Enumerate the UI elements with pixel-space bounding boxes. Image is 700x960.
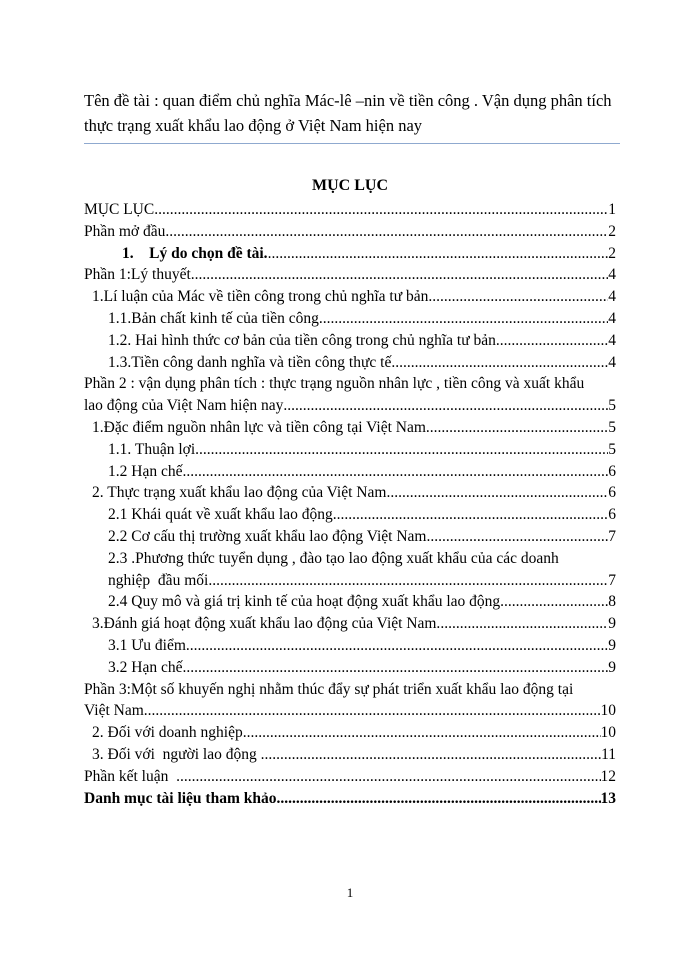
header-divider xyxy=(84,143,620,144)
page-number: 1 xyxy=(346,885,354,900)
toc-entry-label: 1.1.Bản chất kinh tế của tiền công xyxy=(108,309,319,327)
dot-leader xyxy=(386,482,608,504)
toc-entry[interactable] xyxy=(84,504,616,526)
dot-leader xyxy=(264,744,601,766)
toc-heading: MỤC LỤC xyxy=(312,177,388,194)
toc-entry-label: 1.2. Hai hình thức cơ bản của tiền công trong chủ nghĩa tư bản xyxy=(108,331,496,349)
dot-leader xyxy=(268,243,609,265)
dot-leader xyxy=(190,635,608,657)
dot-leader xyxy=(191,264,608,286)
toc-entry-label-line1: Phần 3:Một số khuyến nghị nhằm thúc đẩy sự phát triển xuất khẩu lao động tại xyxy=(84,680,574,698)
table-of-contents xyxy=(84,199,616,809)
toc-entry-label: 1.3.Tiền công danh nghĩa và tiền công thực tế xyxy=(108,353,392,371)
dot-leader xyxy=(195,439,608,461)
dot-leader xyxy=(208,570,608,592)
toc-entry-label: Phần 1:Lý thuyết xyxy=(84,266,191,284)
dot-leader xyxy=(154,199,608,221)
toc-entry[interactable] xyxy=(84,352,616,374)
toc-entry[interactable] xyxy=(84,635,616,657)
dot-leader xyxy=(277,788,601,810)
toc-entry[interactable] xyxy=(84,330,616,352)
toc-entry-label-line2: nghiệp đầu mối xyxy=(108,571,209,589)
toc-entry[interactable] xyxy=(84,461,616,483)
topic-title: Tên đề tài : quan điểm chủ nghĩa Mác-lê –nin về tiền công . Vận dụng phân tích thực trạng xuất khẩu lao động ở Việt Nam hiện nay xyxy=(84,91,612,135)
toc-entry[interactable] xyxy=(84,264,616,286)
dot-leader xyxy=(440,613,608,635)
toc-entry-page: 10 xyxy=(600,702,616,720)
dot-leader xyxy=(182,657,608,679)
toc-entry-label: 1.2 Hạn chế xyxy=(108,462,183,480)
dot-leader xyxy=(500,591,608,613)
dot-leader xyxy=(426,526,608,548)
dot-leader xyxy=(182,461,608,483)
toc-entry-label: Phần kết luận . xyxy=(84,767,180,785)
dot-leader xyxy=(180,766,601,788)
toc-entry-label: Danh mục tài liệu tham khảo xyxy=(84,789,277,807)
toc-entry-page: 2 xyxy=(608,222,616,240)
toc-entry-label: 2.4 Quy mô và giá trị kinh tế của hoạt động xuất khẩu lao động xyxy=(108,593,501,611)
toc-entry-page: 5 xyxy=(608,418,616,436)
toc-entry-label-line2: lao động của Việt Nam hiện nay xyxy=(84,397,284,415)
dot-leader xyxy=(319,308,608,330)
toc-entry-page: 2 xyxy=(608,244,616,262)
toc-entry-page: 8 xyxy=(608,593,616,611)
toc-entry-page: 11 xyxy=(601,745,616,763)
toc-entry-label: 1.Đặc điểm nguồn nhân lực và tiền công tại Việt Nam. xyxy=(92,418,430,436)
toc-entry-page: 9 xyxy=(608,615,616,633)
toc-entry-page: 6 xyxy=(608,484,616,502)
toc-entry[interactable] xyxy=(84,482,616,504)
toc-entry-label: 1.1. Thuận lợi xyxy=(108,440,196,458)
toc-entry[interactable] xyxy=(84,221,616,243)
toc-entry-label: 3.Đánh giá hoạt động xuất khẩu lao động của Việt Nam. xyxy=(92,615,441,633)
dot-leader xyxy=(165,221,608,243)
toc-entry-page: 7 xyxy=(608,527,616,545)
toc-entry-page: 6 xyxy=(608,462,616,480)
toc-entry[interactable] xyxy=(84,766,616,788)
toc-entry[interactable] xyxy=(84,548,616,592)
toc-entry[interactable] xyxy=(84,679,616,723)
dot-leader xyxy=(333,504,609,526)
toc-entry-label: 3.1 Ưu điểm. xyxy=(108,636,190,654)
toc-entry-label: 2. Đối với doanh nghiệp. xyxy=(92,724,247,742)
toc-entry[interactable] xyxy=(84,308,616,330)
toc-entry[interactable] xyxy=(84,243,616,265)
dot-leader xyxy=(144,700,601,722)
toc-entry[interactable] xyxy=(84,788,616,810)
toc-entry-label: MỤC LỤC xyxy=(84,201,155,218)
toc-entry[interactable] xyxy=(84,439,616,461)
toc-entry[interactable] xyxy=(84,591,616,613)
dot-leader xyxy=(283,395,608,417)
toc-entry[interactable] xyxy=(84,744,616,766)
toc-entry-page: 1 xyxy=(608,201,616,218)
dot-leader xyxy=(247,722,601,744)
toc-entry-label-line2: Việt Nam xyxy=(84,702,144,720)
toc-entry-page: 4 xyxy=(608,309,616,327)
toc-entry-label: 2. Thực trạng xuất khẩu lao động của Việt Nam xyxy=(92,484,387,502)
toc-entry[interactable] xyxy=(84,199,616,221)
toc-entry-label: Phần mở đầu xyxy=(84,222,166,240)
dot-leader xyxy=(430,417,608,439)
toc-entry-page: 9 xyxy=(608,636,616,654)
toc-entry-page: 13 xyxy=(600,789,616,807)
toc-entry-label: 1. Lý do chọn đề tài. xyxy=(122,244,268,262)
toc-entry-label: 3. Đối với người lao động . xyxy=(92,745,265,763)
toc-entry-label: 3.2 Hạn chế xyxy=(108,658,183,676)
toc-entry-page: 4 xyxy=(608,353,616,371)
toc-entry-page: 12 xyxy=(600,767,616,785)
dot-leader xyxy=(496,330,608,352)
toc-entry-page: 4 xyxy=(608,266,616,284)
toc-entry-page: 6 xyxy=(608,506,616,524)
toc-entry[interactable] xyxy=(84,286,616,308)
toc-entry[interactable] xyxy=(84,526,616,548)
toc-entry-page: 10 xyxy=(600,724,616,742)
dot-leader xyxy=(428,286,608,308)
toc-entry-label: 2.2 Cơ cấu thị trường xuất khẩu lao động Việt Nam xyxy=(108,527,427,545)
toc-entry-page: 4 xyxy=(608,288,616,306)
toc-entry-label: 2.1 Khái quát về xuất khẩu lao động xyxy=(108,506,333,524)
toc-entry-page: 4 xyxy=(608,331,616,349)
toc-entry[interactable] xyxy=(84,613,616,635)
toc-entry-page: 9 xyxy=(608,658,616,676)
toc-entry[interactable] xyxy=(84,373,616,417)
dot-leader xyxy=(391,352,608,374)
toc-entry[interactable] xyxy=(84,722,616,744)
toc-entry-label: 1.Lí luận của Mác về tiền công trong chủ nghĩa tư bản xyxy=(92,288,429,306)
toc-entry-label-line1: Phần 2 : vận dụng phân tích : thực trạng nguồn nhân lực , tiền công và xuất khẩu xyxy=(84,375,585,393)
toc-entry[interactable] xyxy=(84,417,616,439)
toc-entry[interactable] xyxy=(84,657,616,679)
toc-entry-page: 5 xyxy=(608,397,616,415)
toc-entry-page: 7 xyxy=(608,571,616,589)
toc-entry-label-line1: 2.3 .Phương thức tuyển dụng , đào tạo lao động xuất khẩu của các doanh xyxy=(108,549,559,567)
toc-entry-page: 5 xyxy=(608,440,616,458)
